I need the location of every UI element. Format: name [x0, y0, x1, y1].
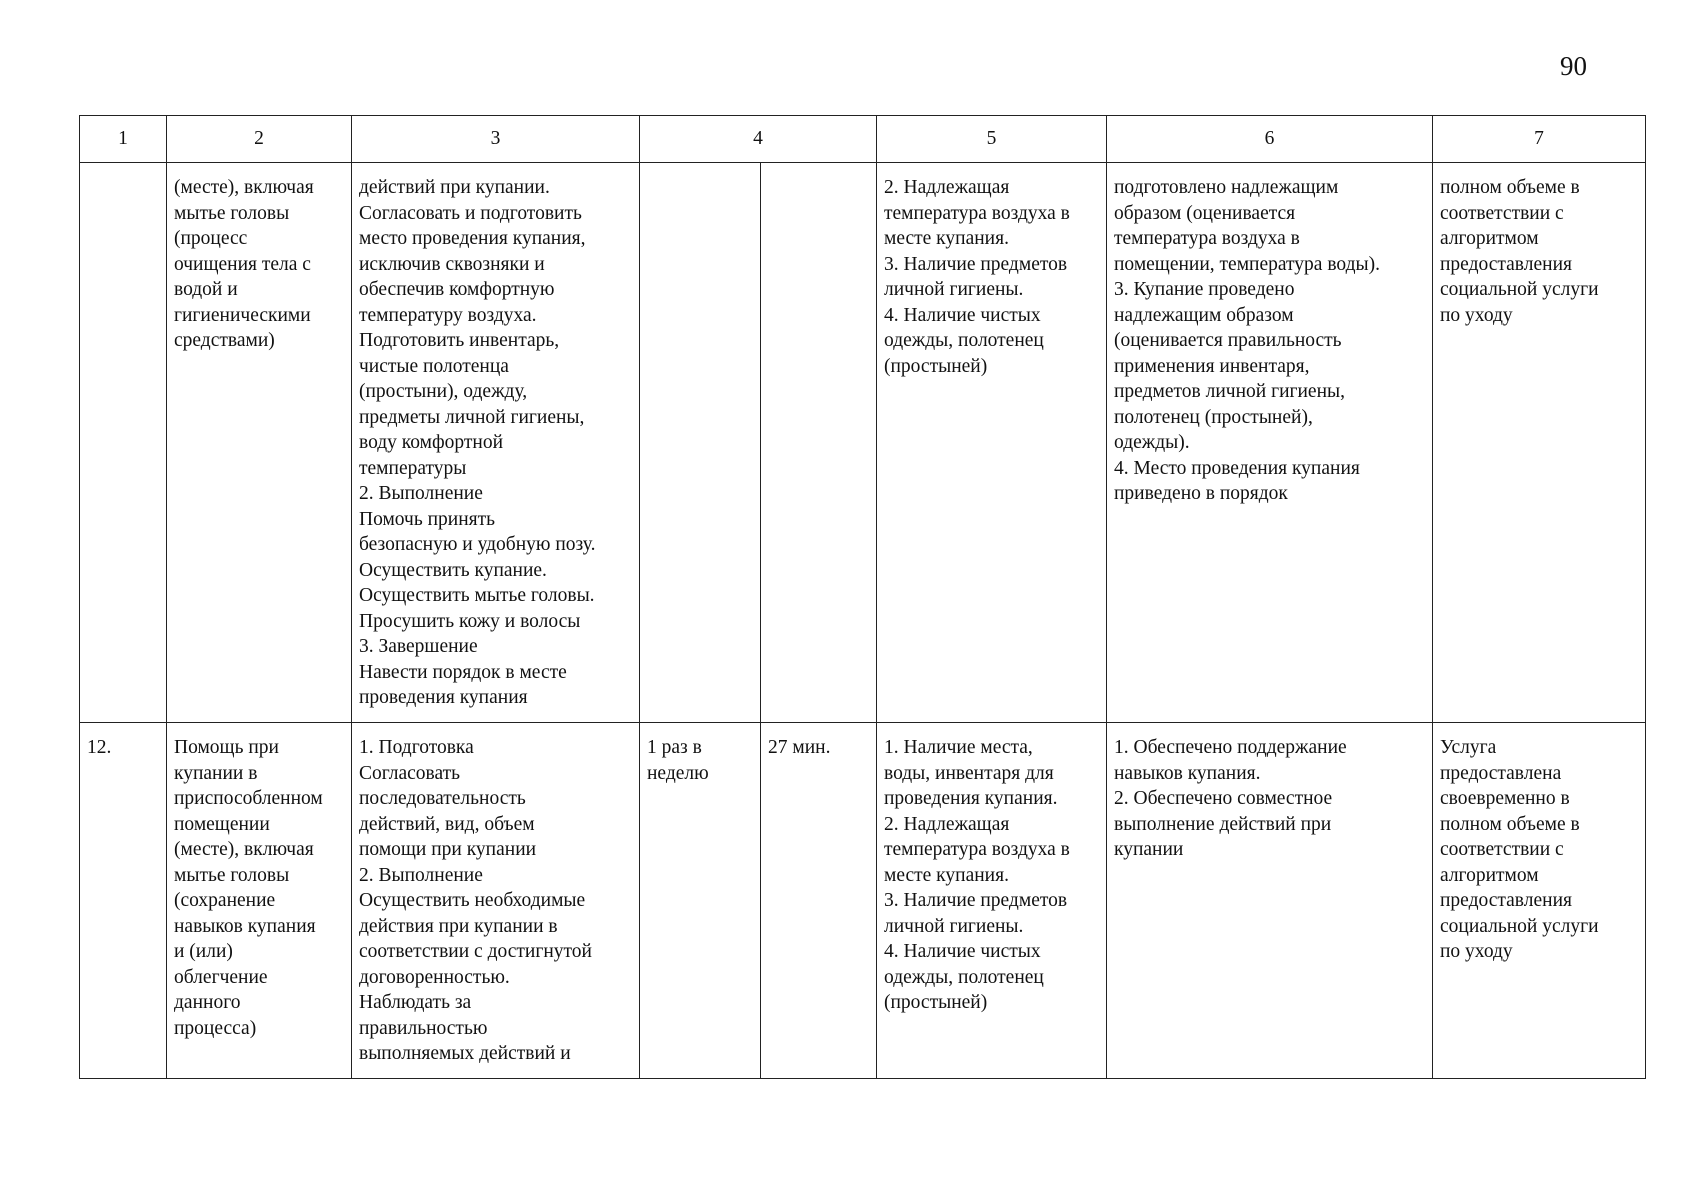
cell-text-line: исключив сквозняки и — [359, 253, 545, 275]
cell-text-line: соответствии с достигнутой — [359, 941, 592, 962]
cell-text-line: 1 раз в — [647, 737, 702, 758]
cell-text-line: Согласовать — [359, 762, 461, 784]
cell-text-line: чистые полотенца — [359, 355, 509, 377]
header-col-5: 5 — [877, 116, 1107, 163]
cell-text-line: полотенец (простыней), — [1114, 406, 1313, 428]
cell-text-line: личной гигиены. — [884, 279, 1024, 300]
cell-result — [1433, 163, 1646, 723]
cell-text-line: по уходу — [1440, 941, 1513, 962]
cell-text-line: выполняемых действий и — [359, 1043, 571, 1064]
cell-text-line: 1. Наличие места, — [884, 737, 1033, 758]
cell-text-line: 2. Надлежащая — [884, 177, 1010, 198]
cell-text-line: действий при купании. — [359, 177, 550, 198]
cell-text-line: безопасную и удобную позу. — [359, 534, 596, 555]
cell-text-line: (сохранение — [174, 890, 276, 911]
cell-text-line: 1. Обеспечено поддержание — [1114, 737, 1347, 758]
cell-text-line: 4. Наличие чистых — [884, 941, 1041, 962]
cell-text-line: Осуществить необходимые — [359, 890, 586, 911]
cell-service-name — [167, 723, 352, 1079]
cell-text-line: 12. — [87, 737, 112, 758]
cell-text-line: 3. Завершение — [359, 636, 478, 657]
cell-text-line: предметов личной гигиены, — [1114, 381, 1346, 402]
cell-text-line: предоставлена — [1440, 762, 1562, 784]
cell-text-line: помещении, температура воды). — [1114, 253, 1380, 275]
cell-text-line: личной гигиены. — [884, 915, 1024, 937]
cell-text-line: 3. Купание проведено — [1114, 279, 1295, 300]
cell-text-line: соответствии с — [1440, 839, 1564, 860]
cell-text-line: надлежащим образом — [1114, 304, 1294, 326]
cell-text-line: 2. Обеспечено совместное — [1114, 788, 1333, 809]
cell-text-line: Навести порядок в месте — [359, 661, 567, 683]
cell-text-line: навыков купания — [174, 915, 316, 937]
cell-text-line: подготовлено надлежащим — [1114, 177, 1339, 198]
cell-text-line: месте купания. — [884, 864, 1009, 886]
cell-text-line: помощи при купании — [359, 839, 537, 860]
cell-text-line: неделю — [647, 762, 709, 784]
cell-text-line: своевременно в — [1440, 788, 1570, 809]
cell-text-line: соответствии с — [1440, 202, 1564, 224]
cell-text-line: Помощь при — [174, 737, 279, 758]
cell-text-line: 27 мин. — [768, 737, 831, 758]
cell-text-line: полном объеме в — [1440, 813, 1580, 835]
cell-text-line: алгоритмом — [1440, 864, 1539, 886]
cell-text-line: предоставления — [1440, 253, 1572, 275]
cell-text-line: последовательность — [359, 788, 526, 809]
cell-service-name — [167, 163, 352, 723]
cell-text-line: (оценивается правильность — [1114, 330, 1342, 351]
cell-text-line: облегчение — [174, 966, 268, 988]
cell-text-line: социальной услуги — [1440, 915, 1599, 937]
cell-text-line: воду комфортной — [359, 432, 504, 453]
cell-conditions — [877, 723, 1107, 1079]
cell-text-line: выполнение действий при — [1114, 813, 1332, 835]
cell-text-line: температура воздуха в — [884, 202, 1070, 224]
cell-text-line: одежды). — [1114, 432, 1190, 453]
table-row — [80, 163, 1646, 723]
cell-text-line: действий, вид, объем — [359, 813, 535, 835]
cell-text-line: одежды, полотенец — [884, 330, 1044, 351]
cell-text-line: гигиеническими — [174, 304, 311, 326]
cell-text-line: полном объеме в — [1440, 177, 1580, 198]
cell-text-line: (месте), включая — [174, 177, 314, 198]
cell-text-line: Согласовать и подготовить — [359, 202, 582, 224]
cell-duration — [761, 723, 877, 1079]
cell-text-line: 1. Подготовка — [359, 737, 474, 758]
cell-text-line: (месте), включая — [174, 839, 314, 860]
cell-text-line: водой и — [174, 279, 238, 300]
cell-text-line: Осуществить купание. — [359, 559, 547, 581]
cell-text-line: 3. Наличие предметов — [884, 890, 1068, 911]
cell-text-line: процесса) — [174, 1017, 257, 1039]
service-table — [79, 115, 1646, 1079]
cell-text-line: (простыни), одежду, — [359, 381, 528, 402]
cell-text-line: алгоритмом — [1440, 228, 1539, 249]
cell-text-line: проведения купания — [359, 687, 528, 708]
cell-text-line: температуру воздуха. — [359, 304, 537, 326]
cell-frequency — [640, 723, 761, 1079]
cell-text-line: месте купания. — [884, 228, 1009, 249]
cell-text-line: 4. Место проведения купания — [1114, 457, 1360, 479]
header-col-6: 6 — [1107, 116, 1433, 163]
cell-text-line: помещении — [174, 813, 270, 835]
cell-text-line: приведено в порядок — [1114, 483, 1288, 504]
page-number: 90 — [1560, 51, 1587, 81]
cell-text-line: купании — [1114, 839, 1184, 860]
cell-text-line: действия при купании в — [359, 915, 558, 937]
cell-result — [1433, 723, 1646, 1079]
cell-text-line: обеспечив комфортную — [359, 279, 555, 300]
cell-text-line: (простыней) — [884, 992, 988, 1013]
cell-text-line: очищения тела с — [174, 253, 311, 275]
cell-description — [352, 723, 640, 1079]
cell-text-line: температура воздуха в — [884, 839, 1070, 860]
cell-text-line: температуры — [359, 457, 467, 479]
cell-text-line: договоренностью. — [359, 966, 510, 988]
table-row — [80, 723, 1646, 1079]
header-col-2: 2 — [167, 116, 352, 163]
cell-text-line: проведения купания. — [884, 788, 1058, 809]
header-col-1: 1 — [80, 116, 167, 163]
cell-text-line: Подготовить инвентарь, — [359, 330, 560, 351]
cell-text-line: образом (оценивается — [1114, 202, 1296, 224]
cell-text-line: данного — [174, 992, 241, 1013]
cell-text-line: воды, инвентаря для — [884, 762, 1054, 784]
cell-quality-indicators — [1107, 163, 1433, 723]
cell-text-line: 2. Надлежащая — [884, 813, 1010, 835]
cell-text-line: правильностью — [359, 1017, 488, 1039]
cell-frequency — [640, 163, 761, 723]
header-col-4: 4 — [640, 116, 877, 163]
cell-number — [80, 163, 167, 723]
cell-conditions — [877, 163, 1107, 723]
header-col-7: 7 — [1433, 116, 1646, 163]
cell-text-line: Осуществить мытье головы. — [359, 585, 595, 606]
header-col-3: 3 — [352, 116, 640, 163]
cell-text-line: предоставления — [1440, 890, 1572, 911]
cell-text-line: мытье головы — [174, 202, 290, 224]
cell-text-line: одежды, полотенец — [884, 966, 1044, 988]
cell-text-line: (простыней) — [884, 355, 988, 377]
cell-text-line: Помочь принять — [359, 508, 496, 530]
cell-text-line: Услуга — [1440, 737, 1497, 758]
cell-text-line: приспособленном — [174, 788, 323, 809]
cell-quality-indicators — [1107, 723, 1433, 1079]
cell-text-line: мытье головы — [174, 864, 290, 886]
cell-text-line: купании в — [174, 762, 258, 784]
cell-text-line: место проведения купания, — [359, 228, 586, 249]
cell-text-line: предметы личной гигиены, — [359, 406, 585, 428]
cell-text-line: Просушить кожу и волосы — [359, 610, 581, 632]
cell-duration — [761, 163, 877, 723]
cell-text-line: температура воздуха в — [1114, 228, 1300, 249]
cell-text-line: 3. Наличие предметов — [884, 253, 1068, 275]
cell-text-line: 2. Выполнение — [359, 483, 483, 504]
cell-text-line: средствами) — [174, 330, 275, 351]
cell-text-line: социальной услуги — [1440, 279, 1599, 300]
cell-text-line: 2. Выполнение — [359, 864, 483, 886]
cell-text-line: Наблюдать за — [359, 992, 472, 1013]
cell-number — [80, 723, 167, 1079]
header-row — [80, 116, 1646, 163]
cell-text-line: по уходу — [1440, 304, 1513, 326]
cell-text-line: и (или) — [174, 941, 233, 962]
cell-text-line: навыков купания. — [1114, 762, 1261, 784]
cell-text-line: (процесс — [174, 228, 248, 249]
cell-text-line: применения инвентаря, — [1114, 355, 1310, 377]
cell-text-line: 4. Наличие чистых — [884, 304, 1041, 326]
cell-description — [352, 163, 640, 723]
